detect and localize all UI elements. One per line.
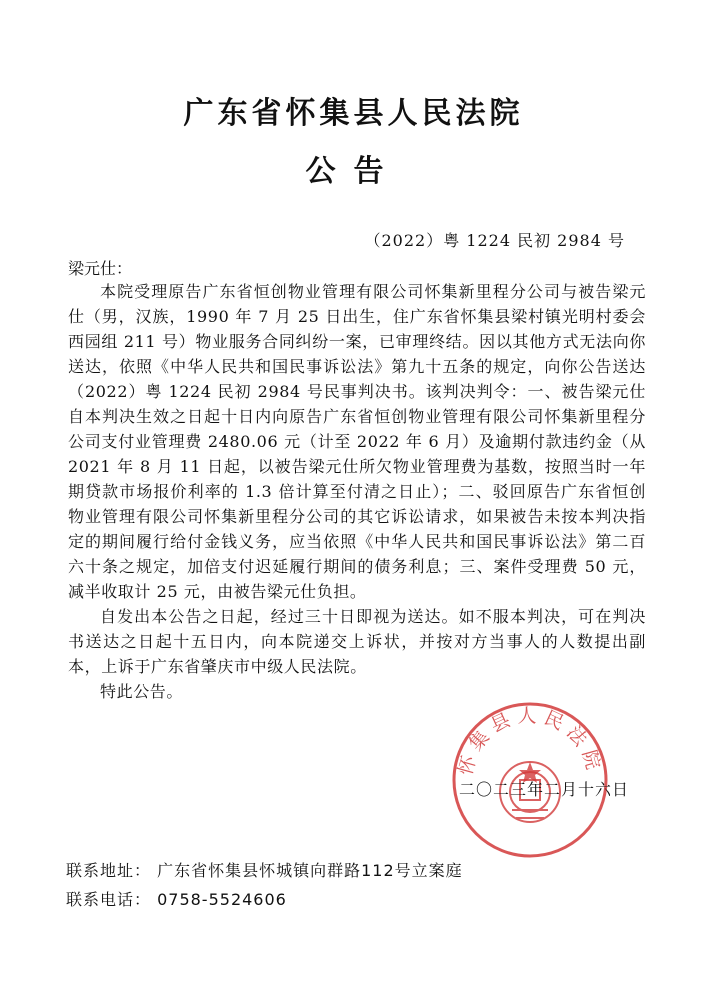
notice-body: [68, 279, 646, 704]
closing-text: 特此公告。: [100, 682, 184, 701]
issue-date: 二〇二三年二月十六日: [458, 780, 629, 799]
document-title: 公告: [305, 154, 402, 189]
contact-address: 联系地址： 广东省怀集县怀城镇向群路112号立案庭: [66, 861, 463, 880]
contact-phone: 联系电话： 0758-5524606: [66, 890, 287, 909]
svg-text:怀集县人民法院: 怀集县人民法院: [454, 705, 606, 778]
service-paragraph: 自发出本公告之日起，经过三十日即视为送达。如不服本判决，可在判决书送达之日起十五日内，向本院递交上诉状，并按对方当事人的人数提出副本，上诉于广东省肇庆市中级人民法院。: [68, 607, 646, 676]
case-number: （2022）粤 1224 民初 2984 号: [364, 231, 625, 250]
court-name: 广东省怀集县人民法院: [183, 96, 524, 131]
judgment-paragraph: 本院受理原告广东省恒创物业管理有限公司怀集新里程分公司与被告梁元仕（男，汉族，1990 年 7 月 25 日出生，住广东省怀集县梁村镇光明村委会西园组 211 号）物业服务合同纠纷一案，已审理终结。因以其他方式无法向你送达，依照《中华人民共和国民事诉讼法》第九十五条的规定，向你公告送达（2022）粤 1224 民初 2984 号民事判决书。该判决判令：一、被告梁元仕自本判决生效之日起十日内向原告广东省恒创物业管理有限公司怀集新里程分公司支付业管理费 2480.06 元（计至 2022 年 6 月）及逾期付款违约金（从 2021 年 8 月 11 日起，以被告梁元仕所欠物业管理费为基数，按照当时一年期贷款市场报价利率的 1.3 倍计算至付清之日止）；二、驳回原告广东省恒创物业管理有限公司怀集新里程分公司的其它诉讼请求，如果被告未按本判决指定的期间履行给付金钱义务，应当依照《中华人民共和国民事诉讼法》第二百六十条之规定，加倍支付迟延履行期间的债务利息；三、案件受理费 50 元，减半收取计 25 元，由被告梁元仕负担。: [68, 282, 646, 601]
addressee: 梁元仕：: [68, 259, 133, 278]
